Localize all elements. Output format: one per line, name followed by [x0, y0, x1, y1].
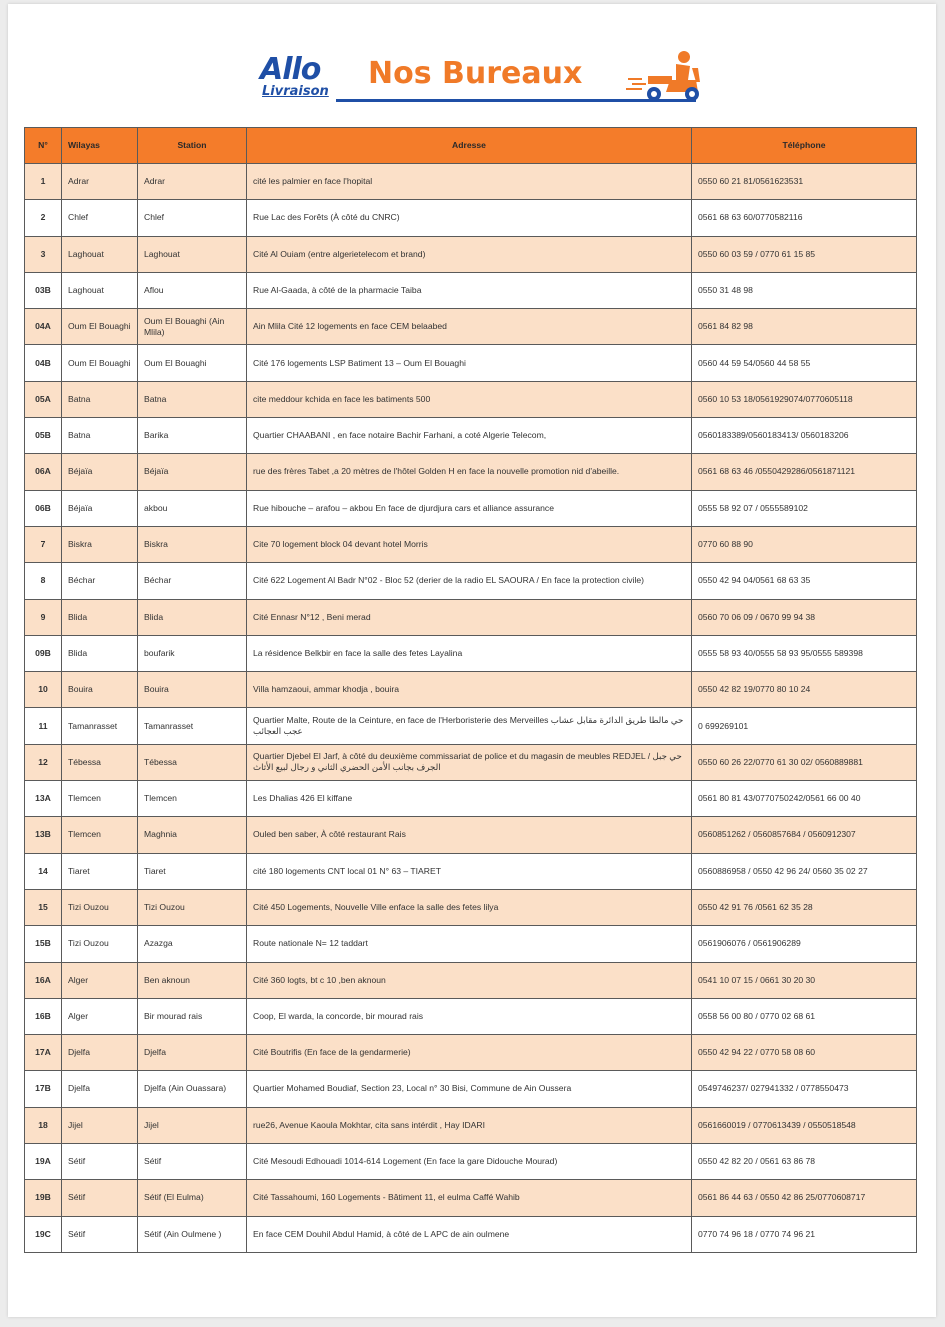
office-address: cite meddour kchida en face les batiments 500	[247, 381, 692, 417]
office-number: 19B	[25, 1180, 62, 1216]
office-address: Cité Tassahoumi, 160 Logements - Bâtiment 11, el eulma Caffé Wahib	[247, 1180, 692, 1216]
office-phone: 0550 31 48 98	[692, 272, 917, 308]
office-wilaya: Alger	[62, 962, 138, 998]
office-station: Tamanrasset	[138, 708, 247, 744]
office-number: 03B	[25, 272, 62, 308]
office-number: 12	[25, 744, 62, 780]
office-phone: 0550 60 03 59 / 0770 61 15 85	[692, 236, 917, 272]
office-address: rue des frères Tabet ,a 20 mètres de l'hôtel Golden H en face la nouvelle promotion nid d'abeille.	[247, 454, 692, 490]
office-address: En face CEM Douhil Abdul Hamid, à côté de L APC de ain oulmene	[247, 1216, 692, 1252]
office-wilaya: Béjaïa	[62, 490, 138, 526]
office-wilaya: Laghouat	[62, 236, 138, 272]
office-station: Ben aknoun	[138, 962, 247, 998]
office-station: Tébessa	[138, 744, 247, 780]
office-wilaya: Béjaïa	[62, 454, 138, 490]
office-number: 8	[25, 563, 62, 599]
office-wilaya: Sétif	[62, 1180, 138, 1216]
brand-logo-subtitle: Livraison	[262, 84, 329, 99]
office-phone: 0550 42 82 19/0770 80 10 24	[692, 672, 917, 708]
office-station: Jijel	[138, 1107, 247, 1143]
office-station: Aflou	[138, 272, 247, 308]
office-number: 15	[25, 889, 62, 925]
office-number: 06B	[25, 490, 62, 526]
office-address: Quartier Malte, Route de la Ceinture, en face de l'Herboristerie des Merveilles حي مالطا طريق الدائرة مقابل عشاب عجب العجائب	[247, 708, 692, 744]
table-row	[25, 1035, 917, 1071]
office-number: 9	[25, 599, 62, 635]
office-phone: 0555 58 92 07 / 0555589102	[692, 490, 917, 526]
office-number: 14	[25, 853, 62, 889]
office-phone: 0560 10 53 18/0561929074/0770605118	[692, 381, 917, 417]
office-address: Cité 450 Logements, Nouvelle Ville enface la salle des fetes lilya	[247, 889, 692, 925]
office-phone: 0561660019 / 0770613439 / 0550518548	[692, 1107, 917, 1143]
office-station: Azazga	[138, 926, 247, 962]
office-wilaya: Batna	[62, 381, 138, 417]
office-address: Cité Boutrifis (En face de la gendarmerie)	[247, 1035, 692, 1071]
office-phone: 0560886958 / 0550 42 96 24/ 0560 35 02 27	[692, 853, 917, 889]
office-wilaya: Béchar	[62, 563, 138, 599]
column-header-station: Station	[138, 128, 247, 164]
office-station: Djelfa (Ain Ouassara)	[138, 1071, 247, 1107]
office-number: 04B	[25, 345, 62, 381]
office-address: cité les palmier en face l'hopital	[247, 164, 692, 200]
office-wilaya: Tlemcen	[62, 817, 138, 853]
table-row	[25, 1071, 917, 1107]
office-station: Sétif (El Eulma)	[138, 1180, 247, 1216]
office-number: 13A	[25, 781, 62, 817]
office-address: Ouled ben saber, À côté restaurant Rais	[247, 817, 692, 853]
table-row	[25, 381, 917, 417]
office-wilaya: Tizi Ouzou	[62, 926, 138, 962]
table-row	[25, 635, 917, 671]
table-row	[25, 1144, 917, 1180]
office-wilaya: Adrar	[62, 164, 138, 200]
office-station: Barika	[138, 418, 247, 454]
office-address: Rue Lac des Forêts (À côté du CNRC)	[247, 200, 692, 236]
office-wilaya: Sétif	[62, 1144, 138, 1180]
office-station: Djelfa	[138, 1035, 247, 1071]
office-phone: 0561 68 63 46 /0550429286/0561871121	[692, 454, 917, 490]
office-number: 2	[25, 200, 62, 236]
office-wilaya: Chlef	[62, 200, 138, 236]
office-station: Tlemcen	[138, 781, 247, 817]
table-row	[25, 1216, 917, 1252]
table-row	[25, 272, 917, 308]
column-header-address: Adresse	[247, 128, 692, 164]
office-wilaya: Blida	[62, 599, 138, 635]
office-number: 17A	[25, 1035, 62, 1071]
office-station: akbou	[138, 490, 247, 526]
office-number: 05B	[25, 418, 62, 454]
office-station: Bouira	[138, 672, 247, 708]
office-station: Chlef	[138, 200, 247, 236]
office-phone: 0560183389/0560183413/ 0560183206	[692, 418, 917, 454]
office-address: Rue Al-Gaada, à côté de la pharmacie Taiba	[247, 272, 692, 308]
office-phone: 0561 84 82 98	[692, 309, 917, 345]
offices-table	[24, 127, 917, 1253]
office-address: Ain Mlila Cité 12 logements en face CEM belaabed	[247, 309, 692, 345]
office-station: Tiaret	[138, 853, 247, 889]
office-number: 06A	[25, 454, 62, 490]
office-number: 11	[25, 708, 62, 744]
office-address: Les Dhalias 426 El kiffane	[247, 781, 692, 817]
office-number: 13B	[25, 817, 62, 853]
table-row	[25, 853, 917, 889]
office-station: Batna	[138, 381, 247, 417]
office-station: Adrar	[138, 164, 247, 200]
office-address: Cité Mesoudi Edhouadi 1014-614 Logement (En face la gare Didouche Mourad)	[247, 1144, 692, 1180]
office-wilaya: Biskra	[62, 526, 138, 562]
table-row	[25, 781, 917, 817]
office-phone: 0561 86 44 63 / 0550 42 86 25/0770608717	[692, 1180, 917, 1216]
office-number: 04A	[25, 309, 62, 345]
office-phone: 0550 60 21 81/0561623531	[692, 164, 917, 200]
office-station: Maghnia	[138, 817, 247, 853]
office-station: Béjaïa	[138, 454, 247, 490]
office-phone: 0550 42 94 22 / 0770 58 08 60	[692, 1035, 917, 1071]
office-station: Sétif	[138, 1144, 247, 1180]
office-wilaya: Alger	[62, 998, 138, 1034]
office-wilaya: Blida	[62, 635, 138, 671]
office-address: Cite 70 logement block 04 devant hotel Morris	[247, 526, 692, 562]
office-phone: 0550 42 91 76 /0561 62 35 28	[692, 889, 917, 925]
office-address: Quartier Djebel El Jarf, à côté du deuxième commissariat de police et du magasin de meubles REDJEL / حي جبل الجرف بجانب الأمن الحضري الثاني و رجال لبيع الأثاث	[247, 744, 692, 780]
office-phone: 0560851262 / 0560857684 / 0560912307	[692, 817, 917, 853]
office-wilaya: Oum El Bouaghi	[62, 345, 138, 381]
office-number: 19C	[25, 1216, 62, 1252]
table-row	[25, 309, 917, 345]
office-wilaya: Batna	[62, 418, 138, 454]
table-row	[25, 998, 917, 1034]
office-address: Cité Al Ouiam (entre algerietelecom et brand)	[247, 236, 692, 272]
office-address: Cité 176 logements LSP Batiment 13 – Oum El Bouaghi	[247, 345, 692, 381]
document-header	[256, 44, 706, 106]
table-row	[25, 1180, 917, 1216]
table-row	[25, 418, 917, 454]
office-phone: 0561906076 / 0561906289	[692, 926, 917, 962]
office-address: Rue hibouche – arafou – akbou En face de djurdjura cars et alliance assurance	[247, 490, 692, 526]
office-phone: 0561 80 81 43/0770750242/0561 66 00 40	[692, 781, 917, 817]
office-phone: 0770 60 88 90	[692, 526, 917, 562]
office-phone: 0560 44 59 54/0560 44 58 55	[692, 345, 917, 381]
office-address: rue26, Avenue Kaoula Mokhtar, cita sans intérdit , Hay IDARI	[247, 1107, 692, 1143]
office-station: Bir mourad rais	[138, 998, 247, 1034]
table-row	[25, 200, 917, 236]
office-number: 3	[25, 236, 62, 272]
office-station: Tizi Ouzou	[138, 889, 247, 925]
office-phone: 0555 58 93 40/0555 58 93 95/0555 589398	[692, 635, 917, 671]
column-header-wilayas: Wilayas	[62, 128, 138, 164]
office-wilaya: Jijel	[62, 1107, 138, 1143]
office-station: Biskra	[138, 526, 247, 562]
table-row	[25, 345, 917, 381]
table-header-row	[25, 128, 917, 164]
office-wilaya: Sétif	[62, 1216, 138, 1252]
office-number: 7	[25, 526, 62, 562]
office-phone: 0558 56 00 80 / 0770 02 68 61	[692, 998, 917, 1034]
office-address: La résidence Belkbir en face la salle des fetes Layalina	[247, 635, 692, 671]
office-station: Laghouat	[138, 236, 247, 272]
column-header-phone: Téléphone	[692, 128, 917, 164]
table-row	[25, 744, 917, 780]
office-phone: 0560 70 06 09 / 0670 99 94 38	[692, 599, 917, 635]
delivery-scooter-icon	[626, 48, 704, 104]
office-number: 15B	[25, 926, 62, 962]
office-address: Coop, El warda, la concorde, bir mourad rais	[247, 998, 692, 1034]
office-wilaya: Tébessa	[62, 744, 138, 780]
table-row	[25, 817, 917, 853]
office-number: 19A	[25, 1144, 62, 1180]
office-station: Oum El Bouaghi (Ain Mlila)	[138, 309, 247, 345]
office-wilaya: Tamanrasset	[62, 708, 138, 744]
office-number: 18	[25, 1107, 62, 1143]
table-row	[25, 454, 917, 490]
table-row	[25, 526, 917, 562]
table-row	[25, 708, 917, 744]
office-station: Béchar	[138, 563, 247, 599]
table-row	[25, 164, 917, 200]
office-number: 09B	[25, 635, 62, 671]
office-address: Cité 360 logts, bt c 10 ,ben aknoun	[247, 962, 692, 998]
office-wilaya: Tizi Ouzou	[62, 889, 138, 925]
office-phone: 0550 42 94 04/0561 68 63 35	[692, 563, 917, 599]
table-row	[25, 236, 917, 272]
table-row	[25, 563, 917, 599]
office-address: Quartier Mohamed Boudiaf, Section 23, Local n° 30 Bisi, Commune de Ain Oussera	[247, 1071, 692, 1107]
office-number: 1	[25, 164, 62, 200]
column-header-number: N°	[25, 128, 62, 164]
office-phone: 0550 60 26 22/0770 61 30 02/ 0560889881	[692, 744, 917, 780]
office-phone: 0561 68 63 60/0770582116	[692, 200, 917, 236]
office-station: Oum El Bouaghi	[138, 345, 247, 381]
office-station: Blida	[138, 599, 247, 635]
office-wilaya: Oum El Bouaghi	[62, 309, 138, 345]
office-wilaya: Bouira	[62, 672, 138, 708]
document-page	[8, 4, 936, 1317]
office-phone: 0549746237/ 027941332 / 0778550473	[692, 1071, 917, 1107]
office-wilaya: Djelfa	[62, 1035, 138, 1071]
office-wilaya: Tlemcen	[62, 781, 138, 817]
office-wilaya: Djelfa	[62, 1071, 138, 1107]
office-number: 10	[25, 672, 62, 708]
table-row	[25, 672, 917, 708]
office-number: 16B	[25, 998, 62, 1034]
office-address: cité 180 logements CNT local 01 N° 63 – TIARET	[247, 853, 692, 889]
office-number: 16A	[25, 962, 62, 998]
office-wilaya: Laghouat	[62, 272, 138, 308]
office-number: 05A	[25, 381, 62, 417]
office-address: Villa hamzaoui, ammar khodja , bouira	[247, 672, 692, 708]
table-row	[25, 889, 917, 925]
table-row	[25, 1107, 917, 1143]
office-address: Cité 622 Logement Al Badr N°02 - Bloc 52 (derier de la radio EL SAOURA / En face la protection civile)	[247, 563, 692, 599]
office-number: 17B	[25, 1071, 62, 1107]
office-address: Cité Ennasr N°12 , Beni merad	[247, 599, 692, 635]
office-phone: 0541 10 07 15 / 0661 30 20 30	[692, 962, 917, 998]
office-station: Sétif (Ain Oulmene )	[138, 1216, 247, 1252]
office-phone: 0 699269101	[692, 708, 917, 744]
office-phone: 0770 74 96 18 / 0770 74 96 21	[692, 1216, 917, 1252]
office-station: boufarik	[138, 635, 247, 671]
table-row	[25, 926, 917, 962]
table-row	[25, 490, 917, 526]
office-wilaya: Tiaret	[62, 853, 138, 889]
page-title: Nos Bureaux	[368, 56, 583, 91]
office-address: Quartier CHAABANI , en face notaire Bachir Farhani, a coté Algerie Telecom,	[247, 418, 692, 454]
brand-logo: Allo	[260, 52, 321, 87]
office-phone: 0550 42 82 20 / 0561 63 86 78	[692, 1144, 917, 1180]
table-row	[25, 599, 917, 635]
office-address: Route nationale N= 12 taddart	[247, 926, 692, 962]
table-row	[25, 962, 917, 998]
